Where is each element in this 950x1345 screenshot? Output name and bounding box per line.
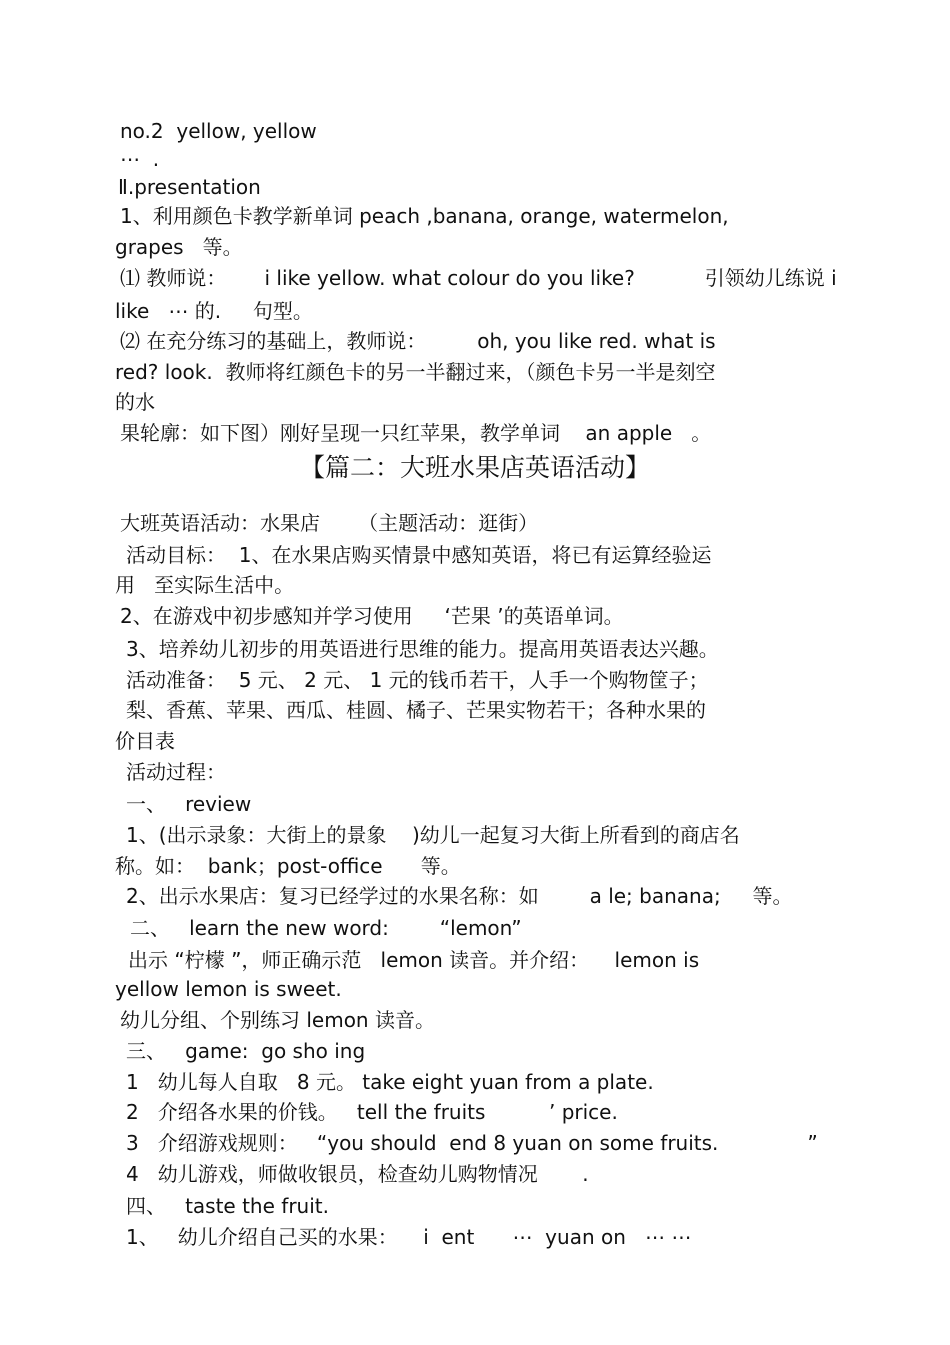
text-line: 价目表 xyxy=(115,729,175,753)
text-line: no.2 yellow, yellow xyxy=(120,119,317,143)
text-line: 二、 learn the new word: “lemon” xyxy=(130,916,522,940)
text-line: yellow lemon is sweet. xyxy=(115,977,342,1001)
text-line: 2 介绍各水果的价钱。 tell the fruits ’ price. xyxy=(126,1100,618,1124)
text-line: 大班英语活动：水果店 （主题活动：逛街） xyxy=(120,511,539,535)
text-line: 一、 review xyxy=(126,792,252,816)
text-line: 幼儿分组、个别练习 lemon 读音。 xyxy=(120,1008,435,1032)
text-line: ⑴ 教师说： i like yellow. what colour do you like? 引领幼儿练说 i xyxy=(120,266,837,290)
text-line: ⑵ 在充分练习的基础上，教师说： oh, you like red. what is xyxy=(120,329,716,353)
text-line: 的水 xyxy=(115,390,155,414)
text-line: 果轮廓：如下图）刚好呈现一只红苹果，教学单词 an apple 。 xyxy=(120,421,712,445)
text-line: 3 介绍游戏规则： “you should end 8 yuan on some fruits. ” xyxy=(126,1131,818,1155)
text-line: 四、 taste the fruit. xyxy=(126,1194,329,1218)
text-line: ⋯ . xyxy=(120,147,160,171)
text-line: 3、培养幼儿初步的用英语进行思维的能力。提高用英语表达兴趣。 xyxy=(126,637,719,661)
text-line: 2、在游戏中初步感知并学习使用 ‘芒果 ’的英语单词。 xyxy=(120,604,624,628)
text-line: 活动准备： 5 元、 2 元、 1 元的钱币若干，人手一个购物筐子； xyxy=(126,668,709,692)
text-line: 2、出示水果店：复习已经学过的水果名称：如 a le; banana; 等。 xyxy=(126,884,793,908)
text-line: like ⋯ 的. 句型。 xyxy=(115,299,313,323)
text-line: 出示 “柠檬 ”，师正确示范 lemon 读音。并介绍： lemon is xyxy=(128,948,700,972)
text-line: 1 幼儿每人自取 8 元。 take eight yuan from a plate. xyxy=(126,1070,654,1094)
text-line: 4 幼儿游戏，师做收银员，检查幼儿购物情况 . xyxy=(126,1162,589,1186)
text-line: 用 至实际生活中。 xyxy=(115,573,295,597)
text-line: 1、利用颜色卡教学新单词 peach ,banana, orange, watermelon, xyxy=(120,204,729,228)
text-line: grapes 等。 xyxy=(115,235,243,259)
text-line: 1、(出示录象：大街上的景象 )幼儿一起复习大街上所看到的商店名 xyxy=(126,823,740,847)
text-line: 1、 幼儿介绍自己买的水果： i ent ⋯ yuan on ⋯ ⋯ xyxy=(126,1225,692,1249)
text-line: 三、 game: go sho ing xyxy=(126,1039,366,1063)
text-line: 活动过程： xyxy=(126,760,226,784)
text-line: red? look. 教师将红颜色卡的另一半翻过来，（颜色卡另一半是刻空 xyxy=(115,360,716,384)
text-line: Ⅱ.presentation xyxy=(118,175,261,199)
section-heading: 【篇二：大班水果店英语活动】 xyxy=(299,453,650,482)
text-line: 梨、香蕉、苹果、西瓜、桂圆、橘子、芒果实物若干；各种水果的 xyxy=(126,698,706,722)
text-line: 称。如： bank；post-office 等。 xyxy=(115,854,461,878)
text-line: 活动目标： 1、在水果店购买情景中感知英语，将已有运算经验运 xyxy=(126,543,712,567)
